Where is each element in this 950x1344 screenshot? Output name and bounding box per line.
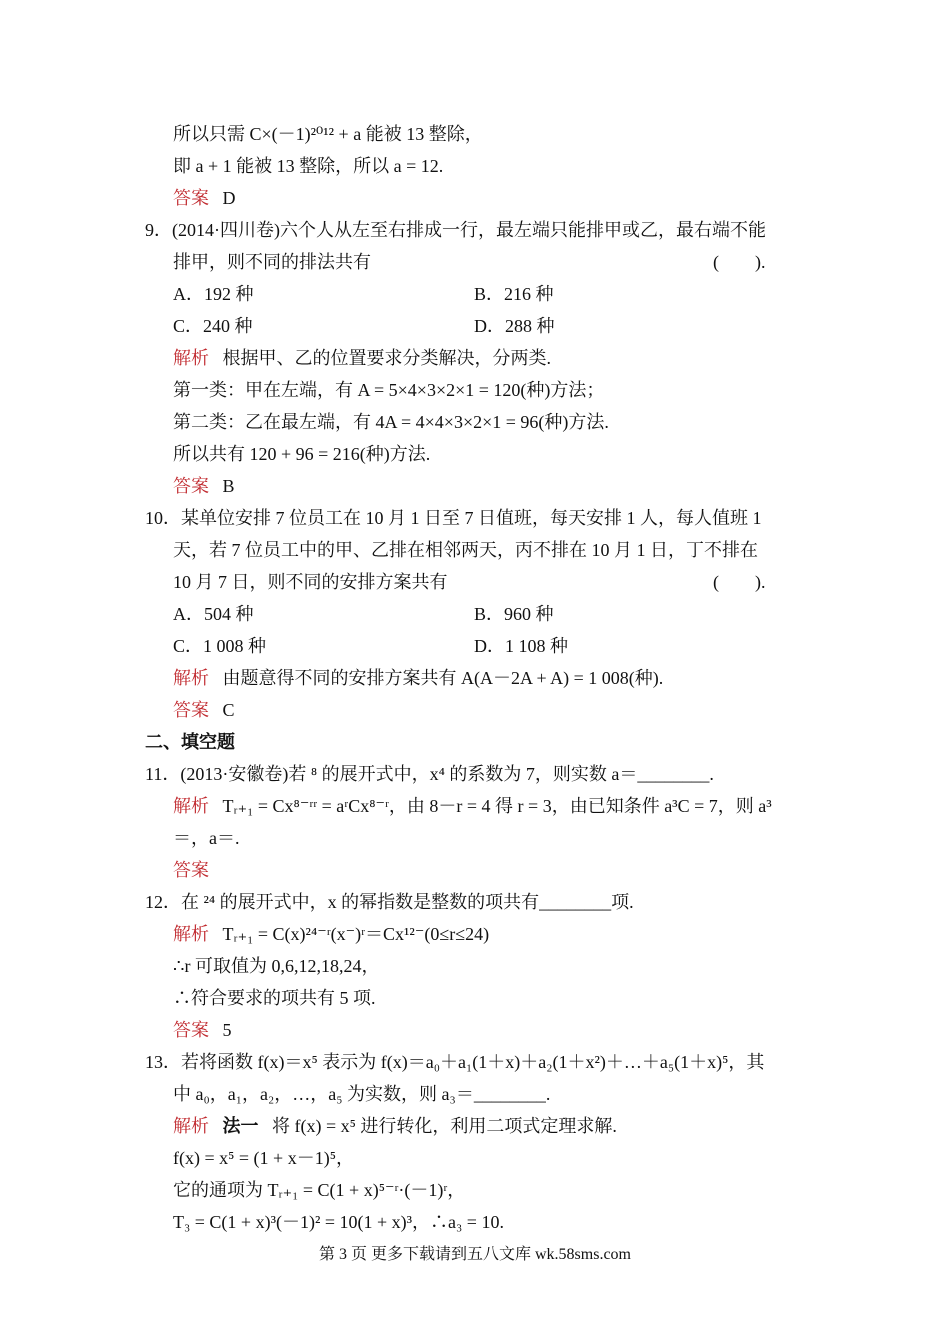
analysis-label: 解析 xyxy=(173,796,209,816)
answer-blank: ( ). xyxy=(713,252,766,272)
question-9: 9．(2014·四川卷)六个人从左至右排成一行，最左端只能排甲或乙，最右端不能 xyxy=(145,220,766,240)
text-line: 所以共有 120 + 96 = 216(种)方法. xyxy=(173,444,431,464)
option-c: C．1 008 种 xyxy=(173,636,267,656)
text-line: ＝，a＝. xyxy=(173,828,240,848)
analysis-label: 解析 xyxy=(173,924,209,944)
page-footer: 第 3 页 更多下载请到五八文库 wk.58sms.com xyxy=(318,1246,631,1263)
answer-line xyxy=(173,185,236,211)
analysis-label: 解析 xyxy=(173,668,209,688)
method-label: 法一 xyxy=(222,1116,259,1136)
text-line: ∴符合要求的项共有 5 项. xyxy=(173,988,376,1008)
answer-line xyxy=(173,1017,232,1043)
question-10: 10．某单位安排 7 位员工在 10 月 1 日至 7 日值班，每天安排 1 人，每人值班 1 xyxy=(145,508,762,528)
text-line: ∴r 可取值为 0,6,12,18,24， xyxy=(173,956,380,976)
analysis-text: Tᵣ₊₁ = Cx⁸⁻ʳʳ = aʳCx⁸⁻ʳ，由 8－r = 4 得 r = 3，由已知条件 a³C = 7，则 a³ xyxy=(222,796,772,816)
analysis-line xyxy=(173,921,489,947)
analysis-line xyxy=(173,345,551,371)
option-b: B．216 种 xyxy=(474,284,554,304)
text-line: 第二类：乙在最左端，有 4A = 4×4×3×2×1 = 96(种)方法. xyxy=(173,412,609,432)
answer-blank: ( ). xyxy=(713,572,766,592)
text-line: T₃ = C(1 + x)³(－1)² = 10(1 + x)³，∴a₃ = 10. xyxy=(173,1212,504,1232)
question-10-cont: 10 月 7 日，则不同的安排方案共有 xyxy=(173,572,448,592)
text-line: 所以只需 C×(－1)²⁰¹² + a 能被 13 整除， xyxy=(173,124,483,144)
text-line: 它的通项为 Tᵣ₊₁ = C(1 + x)⁵⁻ʳ·(－1)ʳ， xyxy=(173,1180,466,1200)
question-11: 11．(2013·安徽卷)若 ⁸ 的展开式中，x⁴ 的系数为 7，则实数 a＝________. xyxy=(145,764,714,784)
answer-label: 答案 xyxy=(173,188,209,208)
analysis-text: Tᵣ₊₁ = C(x)²⁴⁻ʳ(x⁻)ʳ＝Cx¹²⁻(0≤r≤24) xyxy=(222,924,490,944)
question-10-cont: 天，若 7 位员工中的甲、乙排在相邻两天，丙不排在 10 月 1 日，丁不排在 xyxy=(173,540,758,560)
option-a: A．192 种 xyxy=(173,284,254,304)
answer-value: 5 xyxy=(222,1020,232,1040)
answer-label: 答案 xyxy=(173,860,209,880)
text-line: 即 a + 1 能被 13 整除，所以 a = 12. xyxy=(173,156,444,176)
question-9-cont: 排甲，则不同的排法共有 xyxy=(173,252,371,272)
question-13: 13．若将函数 f(x)＝x⁵ 表示为 f(x)＝a₀＋a₁(1＋x)＋a₂(1＋x²)＋…＋a₅(1＋x)⁵，其 xyxy=(145,1052,765,1072)
analysis-line xyxy=(173,665,663,691)
option-b: B．960 种 xyxy=(474,604,554,624)
text-line: 第一类：甲在左端，有 A = 5×4×3×2×1 = 120(种)方法； xyxy=(173,380,605,400)
question-13-cont: 中 a₀，a₁，a₂，…，a₅ 为实数，则 a₃＝________. xyxy=(173,1084,551,1104)
analysis-line xyxy=(173,793,772,819)
option-a: A．504 种 xyxy=(173,604,254,624)
analysis-label: 解析 xyxy=(173,348,209,368)
answer-label: 答案 xyxy=(173,700,209,720)
analysis-text: 由题意得不同的安排方案共有 A(A－2A + A) = 1 008(种). xyxy=(222,668,664,688)
text-line: f(x) = x⁵ = (1 + x－1)⁵， xyxy=(173,1148,354,1168)
answer-line xyxy=(173,697,235,723)
answer-value: D xyxy=(222,188,236,208)
analysis-text: 将 f(x) = x⁵ 进行转化，利用二项式定理求解. xyxy=(272,1116,617,1136)
analysis-label: 解析 xyxy=(173,1116,209,1136)
option-d: D．1 108 种 xyxy=(474,636,568,656)
analysis-text: 根据甲、乙的位置要求分类解决，分两类. xyxy=(222,348,551,368)
option-c: C．240 种 xyxy=(173,316,253,336)
answer-label: 答案 xyxy=(173,1020,209,1040)
option-d: D．288 种 xyxy=(474,316,555,336)
answer-value: B xyxy=(222,476,235,496)
section-heading: 二、填空题 xyxy=(145,732,235,752)
question-12: 12．在 ²⁴ 的展开式中，x 的幂指数是整数的项共有________项. xyxy=(145,892,634,912)
answer-value: C xyxy=(222,700,235,720)
analysis-line xyxy=(173,1113,617,1139)
answer-label: 答案 xyxy=(173,476,209,496)
answer-line xyxy=(173,473,235,499)
